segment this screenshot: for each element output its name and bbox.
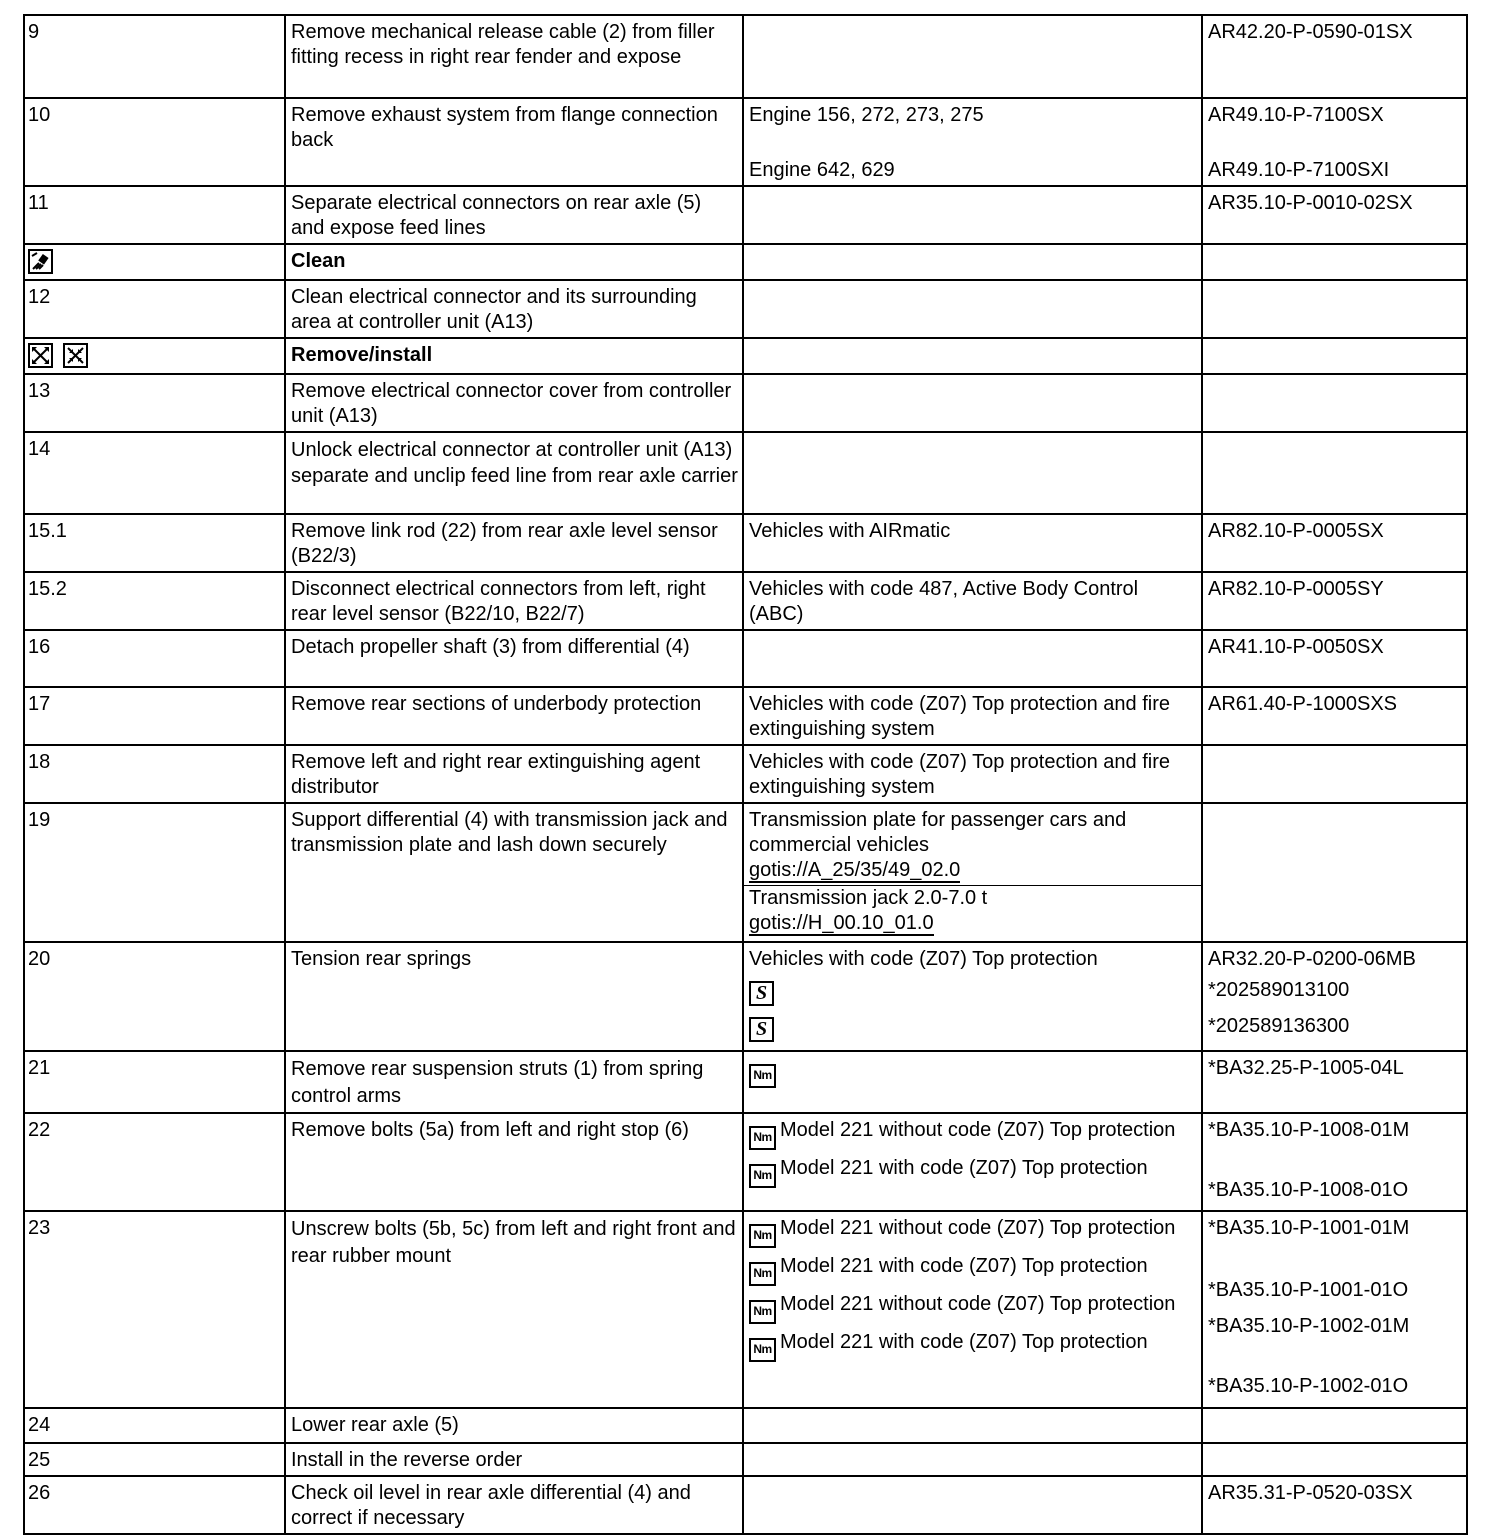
table-row — [24, 942, 1467, 1051]
engine-note: Engine 156, 272, 273, 275 — [749, 104, 984, 126]
step-number: 21 — [24, 1051, 285, 1113]
tool-description: Transmission plate for passenger cars and commercial vehicles — [749, 809, 1127, 856]
step-reference[interactable]: AR35.31-P-0520-03SX — [1202, 1476, 1467, 1534]
step-reference[interactable]: AR35.10-P-0010-02SX — [1202, 186, 1467, 244]
step-action: Remove bolts (5a) from left and right stop (6) — [285, 1113, 743, 1211]
step-reference[interactable]: AR42.20-P-0590-01SX — [1202, 15, 1467, 98]
torque-condition: Model 221 with code (Z07) Top protection — [780, 1157, 1148, 1179]
step-note: Vehicles with code (Z07) Top protection and fire extinguishing system — [743, 745, 1202, 803]
table-row — [24, 15, 1467, 98]
procedure-table — [23, 14, 1468, 1535]
table-row — [24, 803, 1467, 942]
table-row — [24, 687, 1467, 745]
step-note — [743, 1443, 1202, 1476]
torque-icon[interactable]: Nm — [749, 1262, 776, 1286]
step-reference — [1202, 1443, 1467, 1476]
table-row — [24, 98, 1467, 186]
step-action: Unscrew bolts (5b, 5c) from left and right front and rear rubber mount — [285, 1211, 743, 1408]
step-number: 15.1 — [24, 514, 285, 572]
step-number: 17 — [24, 687, 285, 745]
tool-number[interactable]: *202589013100 — [1208, 979, 1350, 1001]
step-number: 13 — [24, 374, 285, 432]
special-tool-icon[interactable]: S — [749, 981, 774, 1006]
table-row — [24, 1051, 1467, 1113]
table-row — [24, 186, 1467, 244]
step-action: Lower rear axle (5) — [285, 1408, 743, 1443]
step-note — [743, 374, 1202, 432]
step-note — [743, 1113, 1202, 1211]
step-number: 9 — [24, 15, 285, 98]
torque-icon[interactable]: Nm — [749, 1224, 776, 1248]
table-row — [24, 1408, 1467, 1443]
step-action: Remove mechanical release cable (2) from filler fitting recess in right rear fender and expose — [285, 15, 743, 98]
step-number: 23 — [24, 1211, 285, 1408]
torque-reference[interactable]: *BA35.10-P-1001-01M — [1208, 1217, 1410, 1239]
torque-condition: Model 221 with code (Z07) Top protection — [780, 1331, 1148, 1353]
section-icon-cell — [24, 338, 285, 374]
step-note: Vehicles with code 487, Active Body Control (ABC) — [743, 572, 1202, 630]
reference-link[interactable]: AR32.20-P-0200-06MB — [1208, 948, 1416, 970]
torque-icon[interactable]: Nm — [749, 1338, 776, 1362]
install-icon — [63, 343, 88, 368]
step-number: 16 — [24, 630, 285, 687]
step-action: Remove link rod (22) from rear axle level sensor (B22/3) — [285, 514, 743, 572]
engine-note: Engine 642, 629 — [749, 159, 895, 181]
step-action: Remove rear suspension struts (1) from spring control arms — [285, 1051, 743, 1113]
torque-condition: Model 221 without code (Z07) Top protection — [780, 1293, 1176, 1315]
step-action: Tension rear springs — [285, 942, 743, 1051]
step-note — [743, 1476, 1202, 1534]
step-action: Install in the reverse order — [285, 1443, 743, 1476]
torque-reference[interactable]: *BA35.10-P-1008-01M — [1208, 1119, 1410, 1141]
torque-reference[interactable]: *BA35.10-P-1002-01M — [1208, 1315, 1410, 1337]
step-reference — [1202, 745, 1467, 803]
step-number: 24 — [24, 1408, 285, 1443]
table-row — [24, 280, 1467, 338]
step-reference — [1202, 1211, 1467, 1408]
step-reference — [1202, 803, 1467, 942]
clean-icon — [28, 249, 53, 274]
remove-icon — [28, 343, 53, 368]
torque-reference[interactable]: *BA35.10-P-1002-01O — [1208, 1375, 1409, 1397]
step-note — [743, 630, 1202, 687]
step-reference[interactable]: AR61.40-P-1000SXS — [1202, 687, 1467, 745]
step-number: 14 — [24, 432, 285, 514]
step-number: 15.2 — [24, 572, 285, 630]
table-row — [24, 1211, 1467, 1408]
step-note — [743, 1408, 1202, 1443]
step-action: Remove electrical connector cover from controller unit (A13) — [285, 374, 743, 432]
tool-description: Transmission jack 2.0-7.0 t — [744, 885, 1202, 911]
step-reference[interactable]: AR41.10-P-0050SX — [1202, 630, 1467, 687]
step-number: 18 — [24, 745, 285, 803]
step-action: Separate electrical connectors on rear axle (5) and expose feed lines — [285, 186, 743, 244]
section-heading-row — [24, 338, 1467, 374]
table-row — [24, 572, 1467, 630]
torque-reference[interactable]: *BA35.10-P-1008-01O — [1208, 1179, 1409, 1201]
step-action: Remove rear sections of underbody protection — [285, 687, 743, 745]
table-row — [24, 1443, 1467, 1476]
step-action: Check oil level in rear axle differential (4) and correct if necessary — [285, 1476, 743, 1534]
step-note — [743, 98, 1202, 186]
section-heading-row — [24, 244, 1467, 280]
table-row — [24, 432, 1467, 514]
step-note — [743, 186, 1202, 244]
torque-icon[interactable]: Nm — [749, 1126, 776, 1150]
step-note — [743, 15, 1202, 98]
torque-condition: Model 221 without code (Z07) Top protection — [780, 1217, 1176, 1239]
step-note — [743, 942, 1202, 1051]
torque-icon[interactable]: Nm — [749, 1164, 776, 1188]
step-action: Detach propeller shaft (3) from differential (4) — [285, 630, 743, 687]
torque-condition: Model 221 with code (Z07) Top protection — [780, 1255, 1148, 1277]
step-number: 11 — [24, 186, 285, 244]
step-reference[interactable]: AR82.10-P-0005SX — [1202, 514, 1467, 572]
table-row — [24, 630, 1467, 687]
table-row — [24, 1476, 1467, 1534]
vehicle-note: Vehicles with code (Z07) Top protection — [749, 948, 1098, 970]
table-row — [24, 374, 1467, 432]
tool-number[interactable]: *202589136300 — [1208, 1015, 1350, 1037]
step-note — [743, 280, 1202, 338]
step-number: 20 — [24, 942, 285, 1051]
section-heading: Clean — [285, 244, 743, 280]
step-action: Disconnect electrical connectors from left, right rear level sensor (B22/10, B22/7) — [285, 572, 743, 630]
section-icon-cell — [24, 244, 285, 280]
step-note: Vehicles with AIRmatic — [743, 514, 1202, 572]
step-number: 10 — [24, 98, 285, 186]
table-row — [24, 1113, 1467, 1211]
reference-link[interactable]: AR49.10-P-7100SXI — [1208, 159, 1390, 181]
torque-icon[interactable]: Nm — [749, 1300, 776, 1324]
step-note — [743, 1051, 1202, 1113]
step-action: Remove left and right rear extinguishing agent distributor — [285, 745, 743, 803]
step-action: Clean electrical connector and its surrounding area at controller unit (A13) — [285, 280, 743, 338]
step-reference[interactable]: *BA32.25-P-1005-04L — [1202, 1051, 1467, 1113]
step-reference — [1202, 98, 1467, 186]
step-number: 12 — [24, 280, 285, 338]
step-reference — [1202, 374, 1467, 432]
step-note — [743, 803, 1202, 942]
step-action: Unlock electrical connector at controller unit (A13) separate and unclip feed line from rear axle carrier — [285, 432, 743, 514]
step-number: 22 — [24, 1113, 285, 1211]
torque-icon[interactable]: Nm — [749, 1064, 776, 1088]
torque-reference[interactable]: *BA35.10-P-1001-01O — [1208, 1279, 1409, 1301]
step-reference — [1202, 1113, 1467, 1211]
step-reference — [1202, 432, 1467, 514]
step-reference — [1202, 280, 1467, 338]
section-heading: Remove/install — [285, 338, 743, 374]
special-tool-icon[interactable]: S — [749, 1017, 774, 1042]
step-note — [743, 432, 1202, 514]
step-note — [743, 1211, 1202, 1408]
tool-link[interactable]: gotis://A_25/35/49_02.0 — [749, 859, 961, 881]
table-row — [24, 514, 1467, 572]
tool-link[interactable]: gotis://H_00.10_01.0 — [749, 912, 934, 934]
step-reference[interactable]: AR82.10-P-0005SY — [1202, 572, 1467, 630]
reference-link[interactable]: AR49.10-P-7100SX — [1208, 104, 1384, 126]
table-row — [24, 745, 1467, 803]
step-action: Remove exhaust system from flange connection back — [285, 98, 743, 186]
step-number: 19 — [24, 803, 285, 942]
step-reference — [1202, 942, 1467, 1051]
step-reference — [1202, 1408, 1467, 1443]
torque-condition: Model 221 without code (Z07) Top protection — [780, 1119, 1176, 1141]
step-action: Support differential (4) with transmission jack and transmission plate and lash down securely — [285, 803, 743, 942]
step-number: 26 — [24, 1476, 285, 1534]
step-number: 25 — [24, 1443, 285, 1476]
step-note: Vehicles with code (Z07) Top protection and fire extinguishing system — [743, 687, 1202, 745]
